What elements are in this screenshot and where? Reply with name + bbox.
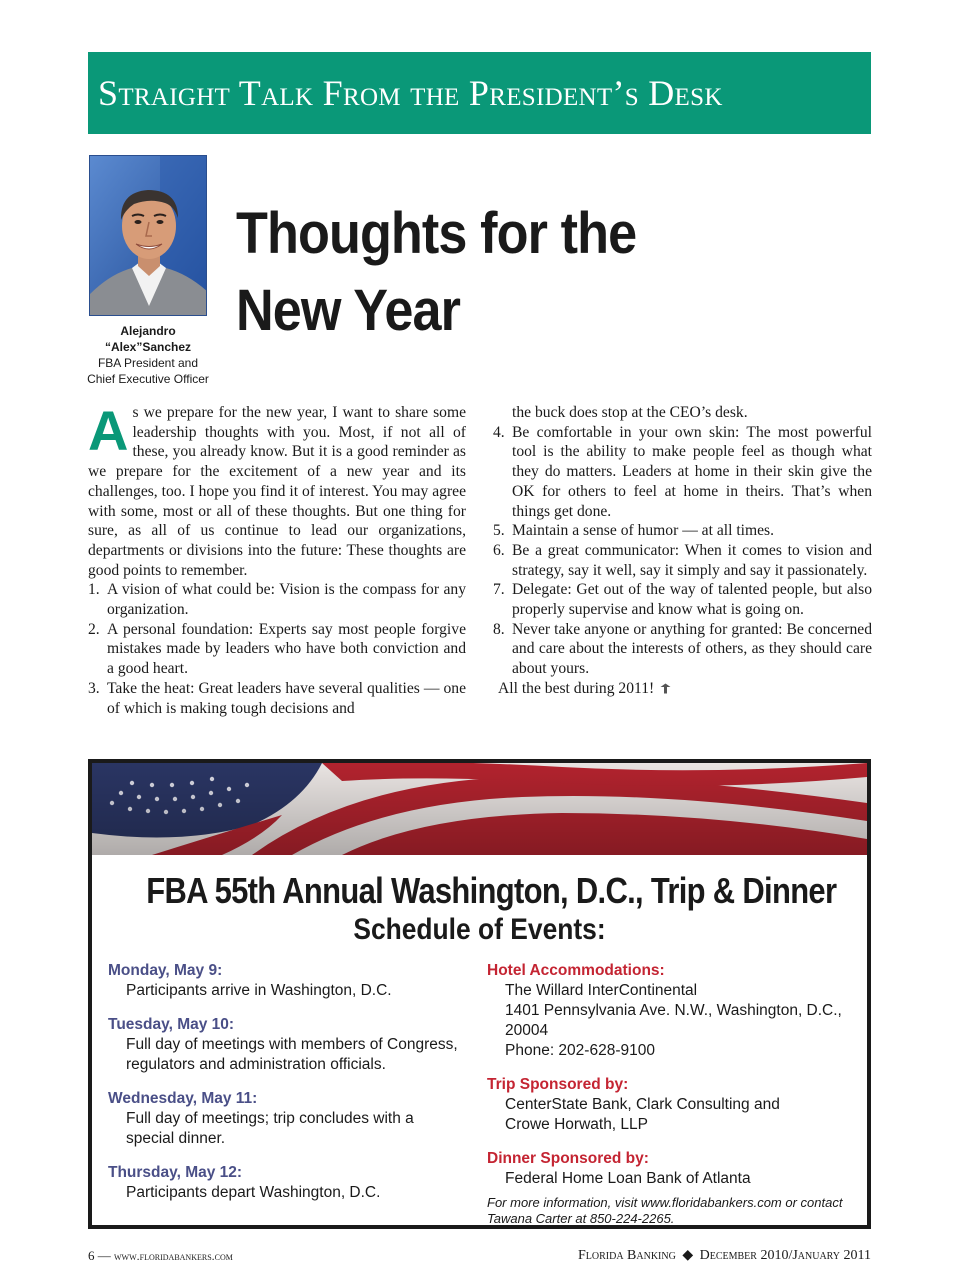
detail-item (487, 1075, 859, 1135)
points-list-right (493, 423, 872, 679)
schedule-line: Participants arrive in Washington, D.C. (126, 982, 392, 999)
point-text: Take the heat: Great leaders have several qualities — one of which is making tough decisions and (107, 679, 466, 717)
footer-right (578, 1247, 871, 1264)
details-column (487, 961, 859, 1227)
author-photo (89, 155, 207, 316)
more-info-line2: Tawana Carter at 850-224-2265. (487, 1211, 675, 1226)
detail-label: Hotel Accommodations: (487, 962, 665, 979)
schedule-line: Full day of meetings with members of Congress, (126, 1036, 458, 1053)
author-name-line1: Alejandro (120, 324, 176, 338)
publication-name: Florida Banking (577, 1248, 676, 1263)
schedule-column (108, 961, 478, 1217)
more-info-line1: For more information, visit www.floridabankers.com or contact (487, 1195, 843, 1210)
footer-url: www.floridabankers.com (114, 1249, 233, 1263)
author-title-line2: Chief Executive Officer (87, 372, 209, 386)
schedule-day: Thursday, May 12: (108, 1164, 243, 1181)
detail-line: The Willard InterContinental (505, 982, 698, 999)
schedule-line: regulators and administration officials. (126, 1056, 386, 1073)
list-item (88, 679, 466, 718)
point-text: Be a great communicator: When it comes to vision and strategy, say it well, say it simply and say it passionately. (512, 541, 872, 579)
point-number: 2. (88, 620, 100, 638)
list-item (493, 423, 872, 522)
list-item (88, 580, 466, 619)
schedule-line: Full day of meetings; trip concludes with a (126, 1110, 414, 1127)
schedule-item (108, 1015, 478, 1075)
list-item (493, 521, 872, 541)
event-title: FBA 55th Annual Washington, D.C., Trip & Dinner (146, 870, 837, 911)
headline-line2: New Year (236, 278, 461, 343)
list-item (493, 580, 872, 619)
schedule-day: Monday, May 9: (108, 962, 223, 979)
detail-line: Crowe Horwath, LLP (505, 1116, 649, 1133)
detail-label: Dinner Sponsored by: (487, 1150, 649, 1167)
continued-text: the buck does stop at the CEO’s desk. (512, 404, 748, 421)
fba-tree-icon (660, 683, 671, 694)
author-name-line2: “Alex”Sanchez (104, 340, 192, 354)
issue-date: December 2010/January 2011 (699, 1248, 871, 1263)
point-number: 4. (493, 423, 505, 441)
point-number: 1. (88, 581, 100, 599)
point-text: Be comfortable in your own skin: The most powerful tool is the ability to make people feel as though what they do matters. Leaders at home in their skin give the OK for others to feel at home in theirs. That’s when things get done. (512, 423, 872, 520)
article-column-right (493, 403, 872, 699)
detail-line: 1401 Pennsylvania Ave. N.W., Washington, D.C., 20004 (505, 1002, 842, 1039)
point-text: A personal foundation: Experts say most people forgive mistakes made by leaders who have both conviction and a good heart. (107, 620, 466, 678)
author-title-line1: FBA President and (97, 356, 199, 370)
schedule-day: Tuesday, May 10: (108, 1016, 235, 1033)
article-intro (88, 399, 466, 580)
points-list-left (88, 580, 466, 718)
section-title: Straight Talk From the President’s Desk (98, 73, 723, 113)
point-number: 8. (493, 620, 505, 638)
point-number: 5. (493, 522, 505, 540)
closing-line (493, 679, 872, 699)
point-number: 3. (88, 679, 100, 697)
schedule-item (108, 961, 478, 1001)
footer-left (88, 1248, 233, 1264)
detail-line: Phone: 202-628-9100 (505, 1042, 655, 1059)
detail-item (487, 1149, 859, 1189)
schedule-item (108, 1089, 478, 1149)
list-item (493, 541, 872, 580)
article-headline (236, 195, 812, 349)
detail-item (487, 961, 859, 1061)
headline-line1: Thoughts for the (236, 201, 637, 266)
schedule-line: special dinner. (126, 1130, 226, 1147)
flag-banner-image (92, 763, 867, 855)
more-info-note (487, 1195, 859, 1227)
schedule-item (108, 1163, 478, 1203)
detail-line: CenterState Bank, Clark Consulting and (505, 1096, 780, 1113)
page-number: 6 (88, 1248, 95, 1263)
detail-label: Trip Sponsored by: (487, 1076, 629, 1093)
point-number: 7. (493, 581, 505, 599)
closing-text: All the best during 2011! (498, 679, 655, 697)
point-text: A vision of what could be: Vision is the compass for any organization. (107, 581, 466, 619)
diamond-icon: ◆ (682, 1248, 694, 1263)
point-text: Never take anyone or anything for granted: Be concerned and care about the interests of others, as they should care about yours. (512, 620, 872, 678)
point-text: Maintain a sense of humor — at all times. (512, 522, 775, 540)
list-item (493, 620, 872, 679)
point-text: Delegate: Get out of the way of talented people, but also properly supervise and know what is going on. (512, 581, 872, 619)
section-banner (88, 52, 871, 134)
intro-text: s we prepare for the new year, I want to share some leadership thoughts with you. Most, if not all of these, you already know. But it is a good reminder as we prepare for the excitement of a new year and its challenges, too. I hope you find it of interest. You may agree with some, most or all of these thoughts. But one thing for sure, as all of us continue to lead our organizations, departments or divisions into the future: These thoughts are good points to remember. (88, 404, 466, 579)
drop-cap: A (88, 399, 129, 462)
event-subtitle: Schedule of Events: (353, 913, 606, 946)
article-column-left (88, 399, 466, 718)
schedule-line: Participants depart Washington, D.C. (126, 1184, 381, 1201)
schedule-day: Wednesday, May 11: (108, 1090, 258, 1107)
footer-dash: — (97, 1248, 111, 1263)
point-number: 6. (493, 541, 505, 559)
list-item (88, 620, 466, 679)
detail-line: Federal Home Loan Bank of Atlanta (505, 1170, 751, 1187)
event-box (88, 759, 871, 1229)
author-byline (80, 323, 216, 387)
